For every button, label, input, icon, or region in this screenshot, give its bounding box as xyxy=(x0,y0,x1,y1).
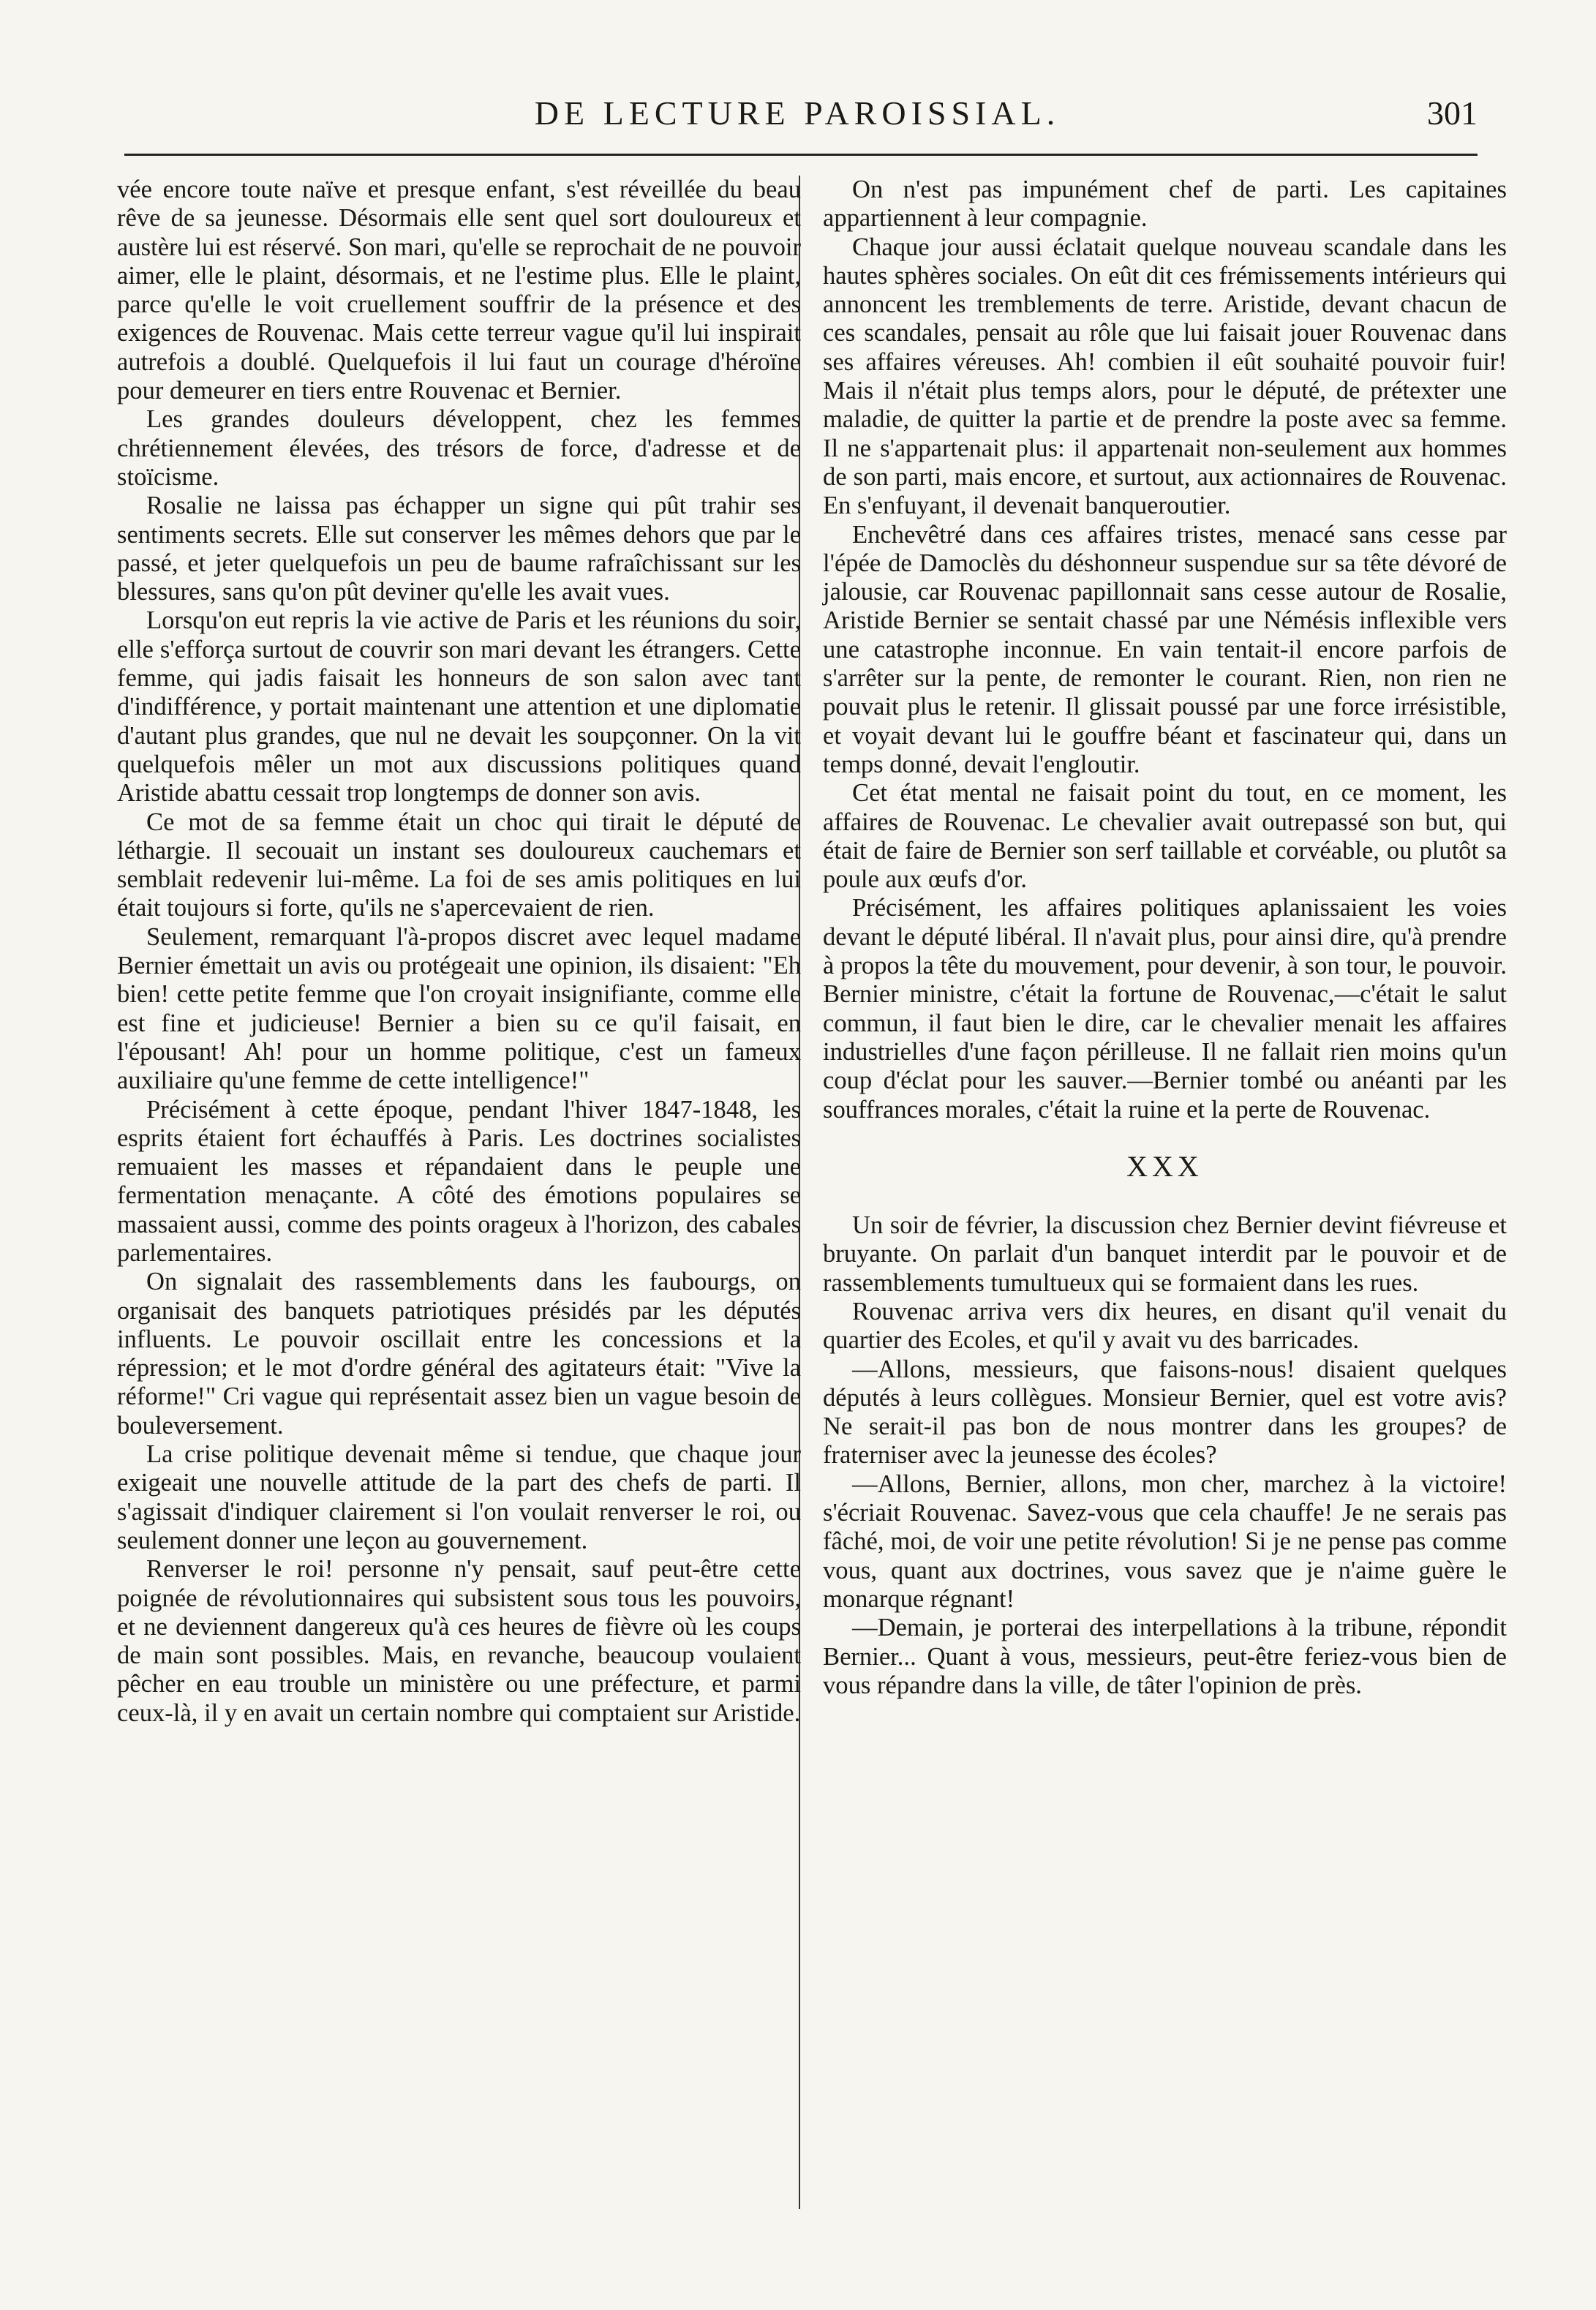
paragraph: On signalait des rassemblements dans les faubourgs, on organisait des banquets patriotiques présidés par les députés influents. Le pouvoir oscillait entre les concessions et la répression; et le mot d'ordre général des agitateurs était: "Vive la réforme!" Cri vague qui représentait assez bien un vague besoin de bouleversement. xyxy=(117,1268,801,1440)
paragraph: Chaque jour aussi éclatait quelque nouveau scandale dans les hautes sphères sociales. On eût dit ces frémissements intérieurs qui annoncent les tremblements de terre. Aristide, devant chacun de ces scandales, pensait au rôle que lui faisait jouer Rouvenac dans ses affaires véreuses. Ah! combien il eût souhaité pouvoir fuir! Mais il n'était plus temps alors, pour le député, de prétexter une maladie, de quitter la partie et de prendre la poste avec sa femme. Il ne s'appartenait plus: il appartenait non-seulement aux hommes de son parti, mais encore, et surtout, aux actionnaires de Rouvenac. En s'enfuyant, il devenait banqueroutier. xyxy=(823,233,1507,520)
paragraph: Enchevêtré dans ces affaires tristes, menacé sans cesse par l'épée de Damoclès du déshonneur suspendue sur sa tête dévoré de jalousie, car Rouvenac papillonnait sans cesse autour de Rosalie, Aristide Bernier se sentait chassé par une Némésis inflexible vers une catastrophe inconnue. En vain tentait-il encore parfois de s'arrêter sur la pente, de remonter le courant. Rien, non rien ne pouvait plus le retenir. Il glissait poussé par une force irrésistible, et voyait devant lui le gouffre béant et fascinateur qui, dans un temps donné, devait l'engloutir. xyxy=(823,520,1507,778)
header-rule xyxy=(124,154,1478,156)
paragraph: Précisément, les affaires politiques aplanissaient les voies devant le député libéral. Il n'avait plus, pour ainsi dire, qu'à prendre à propos la tête du mouvement, pour devenir, à son tour, le pouvoir. Bernier ministre, c'était la fortune de Rouvenac,—c'était le salut commun, il faut bien le dire, car le chevalier menait les affaires industrielles d'une façon périlleuse. Il ne fallait rien moins qu'un coup d'éclat pour les sauver.—Bernier tombé ou anéanti par les souffrances morales, c'était la ruine et la perte de Rouvenac. xyxy=(823,894,1507,1124)
paragraph: Cet état mental ne faisait point du tout, en ce moment, les affaires de Rouvenac. Le chevalier avait outrepassé son but, qui était de faire de Bernier son serf taillable et corvéable, ou plutôt sa poule aux œufs d'or. xyxy=(823,779,1507,894)
paragraph: On n'est pas impunément chef de parti. Les capitaines appartiennent à leur compagnie. xyxy=(823,176,1507,233)
paragraph: Rosalie ne laissa pas échapper un signe qui pût trahir ses sentiments secrets. Elle sut conserver les mêmes dehors que par le passé, et jeter quelquefois un peu de baume rafraîchissant sur les blessures, sans qu'on pût deviner qu'elle les avait vues. xyxy=(117,492,801,606)
journal-title: DE LECTURE PAROISSIAL. xyxy=(534,94,1061,132)
paragraph: Seulement, remarquant l'à-propos discret avec lequel madame Bernier émettait un avis ou protégeait une opinion, ils disaient: "Eh bien! cette petite femme que l'on croyait insignifiante, comme elle est fine et judicieuse! Bernier a bien su ce qu'il faisait, en l'épousant! Ah! pour un homme politique, c'est un fameux auxiliaire qu'une femme de cette intelligence!" xyxy=(117,922,801,1095)
paragraph: Précisément à cette époque, pendant l'hiver 1847-1848, les esprits étaient fort échauffés à Paris. Les doctrines socialistes remuaient les masses et répandaient dans le peuple une fermentation menaçante. A côté des émotions populaires se massaient aussi, comme des points orageux à l'horizon, des cabales parlementaires. xyxy=(117,1095,801,1267)
paragraph: —Allons, Bernier, allons, mon cher, marchez à la victoire! s'écriait Rouvenac. Savez-vous que cela chauffe! Je ne serais pas fâché, moi, de voir une petite révolution! Si je ne pense pas comme vous, quant aux doctrines, vous savez que je n'aime guère le monarque régnant! xyxy=(823,1470,1507,1613)
paragraph: —Allons, messieurs, que faisons-nous! disaient quelques députés à leurs collègues. Monsieur Bernier, quel est votre avis? Ne serait-il pas bon de nous montrer dans les groupes? de fraterniser avec la jeunesse des écoles? xyxy=(823,1355,1507,1470)
paragraph: —Demain, je porterai des interpellations à la tribune, répondit Bernier... Quant à vous, messieurs, peut-être feriez-vous bien de vous répandre dans la ville, de tâter l'opinion de près. xyxy=(823,1614,1507,1699)
paragraph: Ce mot de sa femme était un choc qui tirait le député de léthargie. Il secouait un instant ses douloureux cauchemars et semblait redevenir lui-même. La foi de ses amis politiques en lui était toujours si forte, qu'ils ne s'apercevaient de rien. xyxy=(117,808,801,922)
left-column xyxy=(117,176,801,1728)
paragraph: Lorsqu'on eut repris la vie active de Paris et les réunions du soir, elle s'efforça surtout de couvrir son mari devant les étrangers. Cette femme, qui jadis faisait les honneurs de son salon avec tant d'indifférence, y portait maintenant une attention et une diplomatie d'autant plus grandes, que nul ne devait les soupçonner. On la vit quelquefois mêler un mot aux discussions politiques quand Aristide abattu cessait trop longtemps de donner son avis. xyxy=(117,606,801,808)
paragraph: La crise politique devenait même si tendue, que chaque jour exigeait une nouvelle attitude de la part des chefs de parti. Il s'agissait d'indiquer clairement si l'on voulait renverser le roi, ou seulement donner une leçon au gouvernement. xyxy=(117,1440,801,1554)
paragraph: Renverser le roi! personne n'y pensait, sauf peut-être cette poignée de révolutionnaires qui subsistent sous tous les pouvoirs, et ne deviennent dangereux qu'à ces heures de fièvre où les coups de main sont possibles. Mais, en revanche, beaucoup voulaient pêcher en eau trouble un ministère ou une préfecture, et parmi ceux-là, il y en avait un certain nombre qui comptaient sur Aristide. xyxy=(117,1555,801,1727)
running-head xyxy=(117,94,1478,145)
right-column xyxy=(823,176,1507,1700)
chapter-heading: XXX xyxy=(1126,1149,1203,1183)
paragraph: Rouvenac arriva vers dix heures, en disant qu'il venait du quartier des Ecoles, et qu'il y avait vu des barricades. xyxy=(823,1297,1507,1355)
page-number: 301 xyxy=(1427,94,1478,132)
paragraph: Les grandes douleurs développent, chez les femmes chrétiennement élevées, des trésors de force, d'adresse et de stoïcisme. xyxy=(117,405,801,491)
paragraph: Un soir de février, la discussion chez Bernier devint fiévreuse et bruyante. On parlait d'un banquet interdit par le pouvoir et de rassemblements tumultueux qui se formaient dans les rues. xyxy=(823,1211,1507,1297)
paragraph: vée encore toute naïve et presque enfant, s'est réveillée du beau rêve de sa jeunesse. Désormais elle sent quel sort douloureux et austère lui est réservé. Son mari, qu'elle se reprochait de ne pouvoir aimer, elle le plaint, désormais, et ne l'estime plus. Elle le plaint, parce qu'elle le voit cruellement souffrir de la présence et des exigences de Rouvenac. Mais cette terreur vague qu'il lui inspirait autrefois a doublé. Quelquefois il lui faut un courage d'héroïne pour demeurer en tiers entre Rouvenac et Bernier. xyxy=(117,176,801,405)
